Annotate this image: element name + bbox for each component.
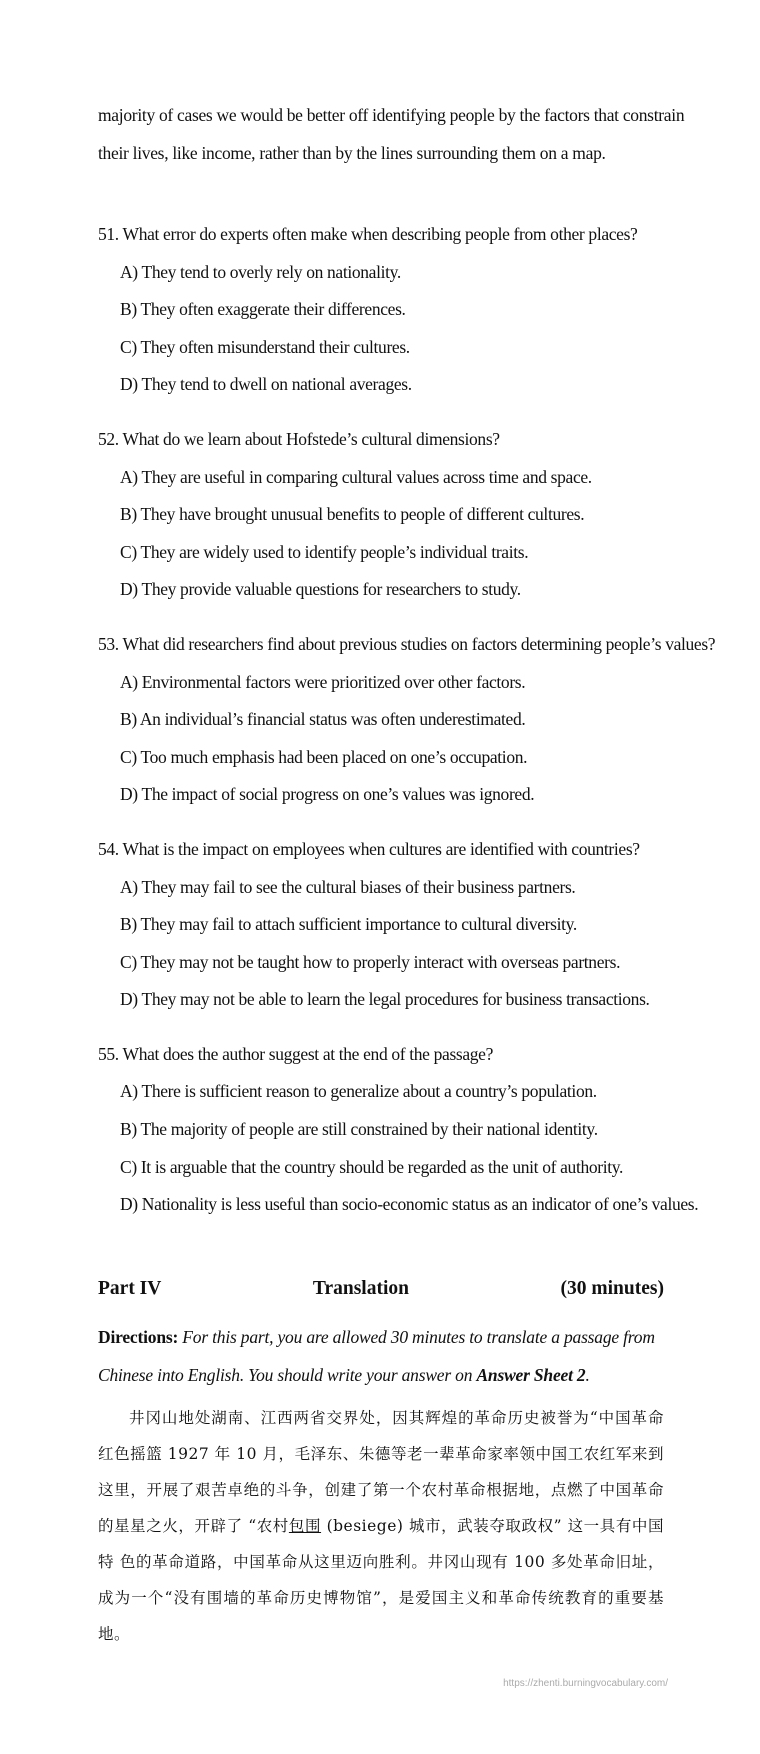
option-b: B) They often exaggerate their differences. [120, 299, 406, 320]
directions-text: For this part, you are allowed 30 minutes to translate a passage from Chinese into English. You should write your answer on [98, 1327, 655, 1385]
question-stem: 51. What error do experts often make when describing people from other places? [98, 224, 638, 244]
option-c: C) They are widely used to identify people’s individual traits. [120, 541, 529, 562]
part-header [98, 1278, 664, 1300]
watermark: https://zhenti.burningvocabulary.com/ [503, 1678, 668, 1689]
question-55 [98, 1036, 699, 1224]
passage-ending [98, 96, 685, 172]
option-a: A) They are useful in comparing cultural values across time and space. [120, 466, 592, 487]
question-53 [98, 626, 716, 814]
part-time: (30 minutes) [560, 1278, 664, 1299]
option-d: D) The impact of social progress on one’s values was ignored. [120, 784, 535, 805]
answer-sheet-ref: Answer Sheet 2 [476, 1365, 586, 1385]
question-stem: 53. What did researchers find about previous studies on factors determining people’s values? [98, 633, 716, 654]
option-d: D) They tend to dwell on national averages. [120, 374, 412, 395]
directions-end: . [585, 1365, 590, 1385]
passage-line: majority of cases we would be better off identifying people by the factors that constrain [98, 105, 685, 125]
translation-passage [98, 1400, 664, 1652]
option-c: C) Too much emphasis had been placed on one’s occupation. [120, 746, 528, 767]
option-a: A) They tend to overly rely on nationality. [120, 261, 401, 282]
option-b: B) An individual’s financial status was often underestimated. [120, 709, 526, 730]
underlined-term: 包围 [288, 1517, 322, 1535]
part-title: Translation [312, 1278, 409, 1299]
question-stem: 55. What does the author suggest at the end of the passage? [98, 1043, 494, 1064]
option-c: C) They may not be taught how to properly interact with overseas partners. [120, 951, 621, 972]
directions [98, 1318, 664, 1394]
option-d: D) They provide valuable questions for researchers to study. [120, 579, 521, 600]
translation-text: 井冈山地处湖南、江西两省交界处，因其辉煌的革命历史被誉为“中国革命红色摇篮 1927 年 10 月，毛泽东、朱德等老一辈革命家率领中国工农红军来到这里，开展了艰苦卓绝的斗争，创建了第一个农村革命根据地，点燃了中国革命的星星之火，开辟了 “农村 [98, 1409, 664, 1535]
question-stem: 52. What do we learn about Hofstede’s cultural dimensions? [98, 428, 500, 449]
question-list [98, 216, 716, 1241]
option-d: D) Nationality is less useful than socio-economic status as an indicator of one’s values. [120, 1194, 699, 1215]
option-b: B) They have brought unusual benefits to people of different cultures. [120, 504, 585, 525]
option-a: A) There is sufficient reason to generalize about a country’s population. [120, 1081, 597, 1102]
option-a: A) They may fail to see the cultural biases of their business partners. [120, 876, 576, 897]
directions-label: Directions: [98, 1327, 179, 1347]
option-a: A) Environmental factors were prioritized over other factors. [120, 671, 526, 692]
option-c: C) It is arguable that the country should be regarded as the unit of authority. [120, 1156, 624, 1177]
question-54 [98, 831, 678, 1019]
part-number: Part IV [98, 1278, 162, 1299]
question-51 [98, 216, 678, 404]
question-52 [98, 421, 678, 609]
option-b: B) The majority of people are still constrained by their national identity. [120, 1119, 598, 1140]
option-b: B) They may fail to attach sufficient importance to cultural diversity. [120, 914, 577, 935]
option-c: C) They often misunderstand their cultures. [120, 336, 410, 357]
passage-line: their lives, like income, rather than by the lines surrounding them on a map. [98, 143, 606, 163]
question-stem: 54. What is the impact on employees when cultures are identified with countries? [98, 838, 640, 859]
translation-text: (besiege) 城市，武装夺取政权” 这一具有中国特 色的革命道路，中国革命从这里迈向胜利。井冈山现有 100 多处革命旧址，成为一个“没有围墙的革命历史博物馆”，是爱国主义和革命传统教育的重要基地。 [98, 1517, 664, 1643]
option-d: D) They may not be able to learn the legal procedures for business transactions. [120, 989, 650, 1010]
